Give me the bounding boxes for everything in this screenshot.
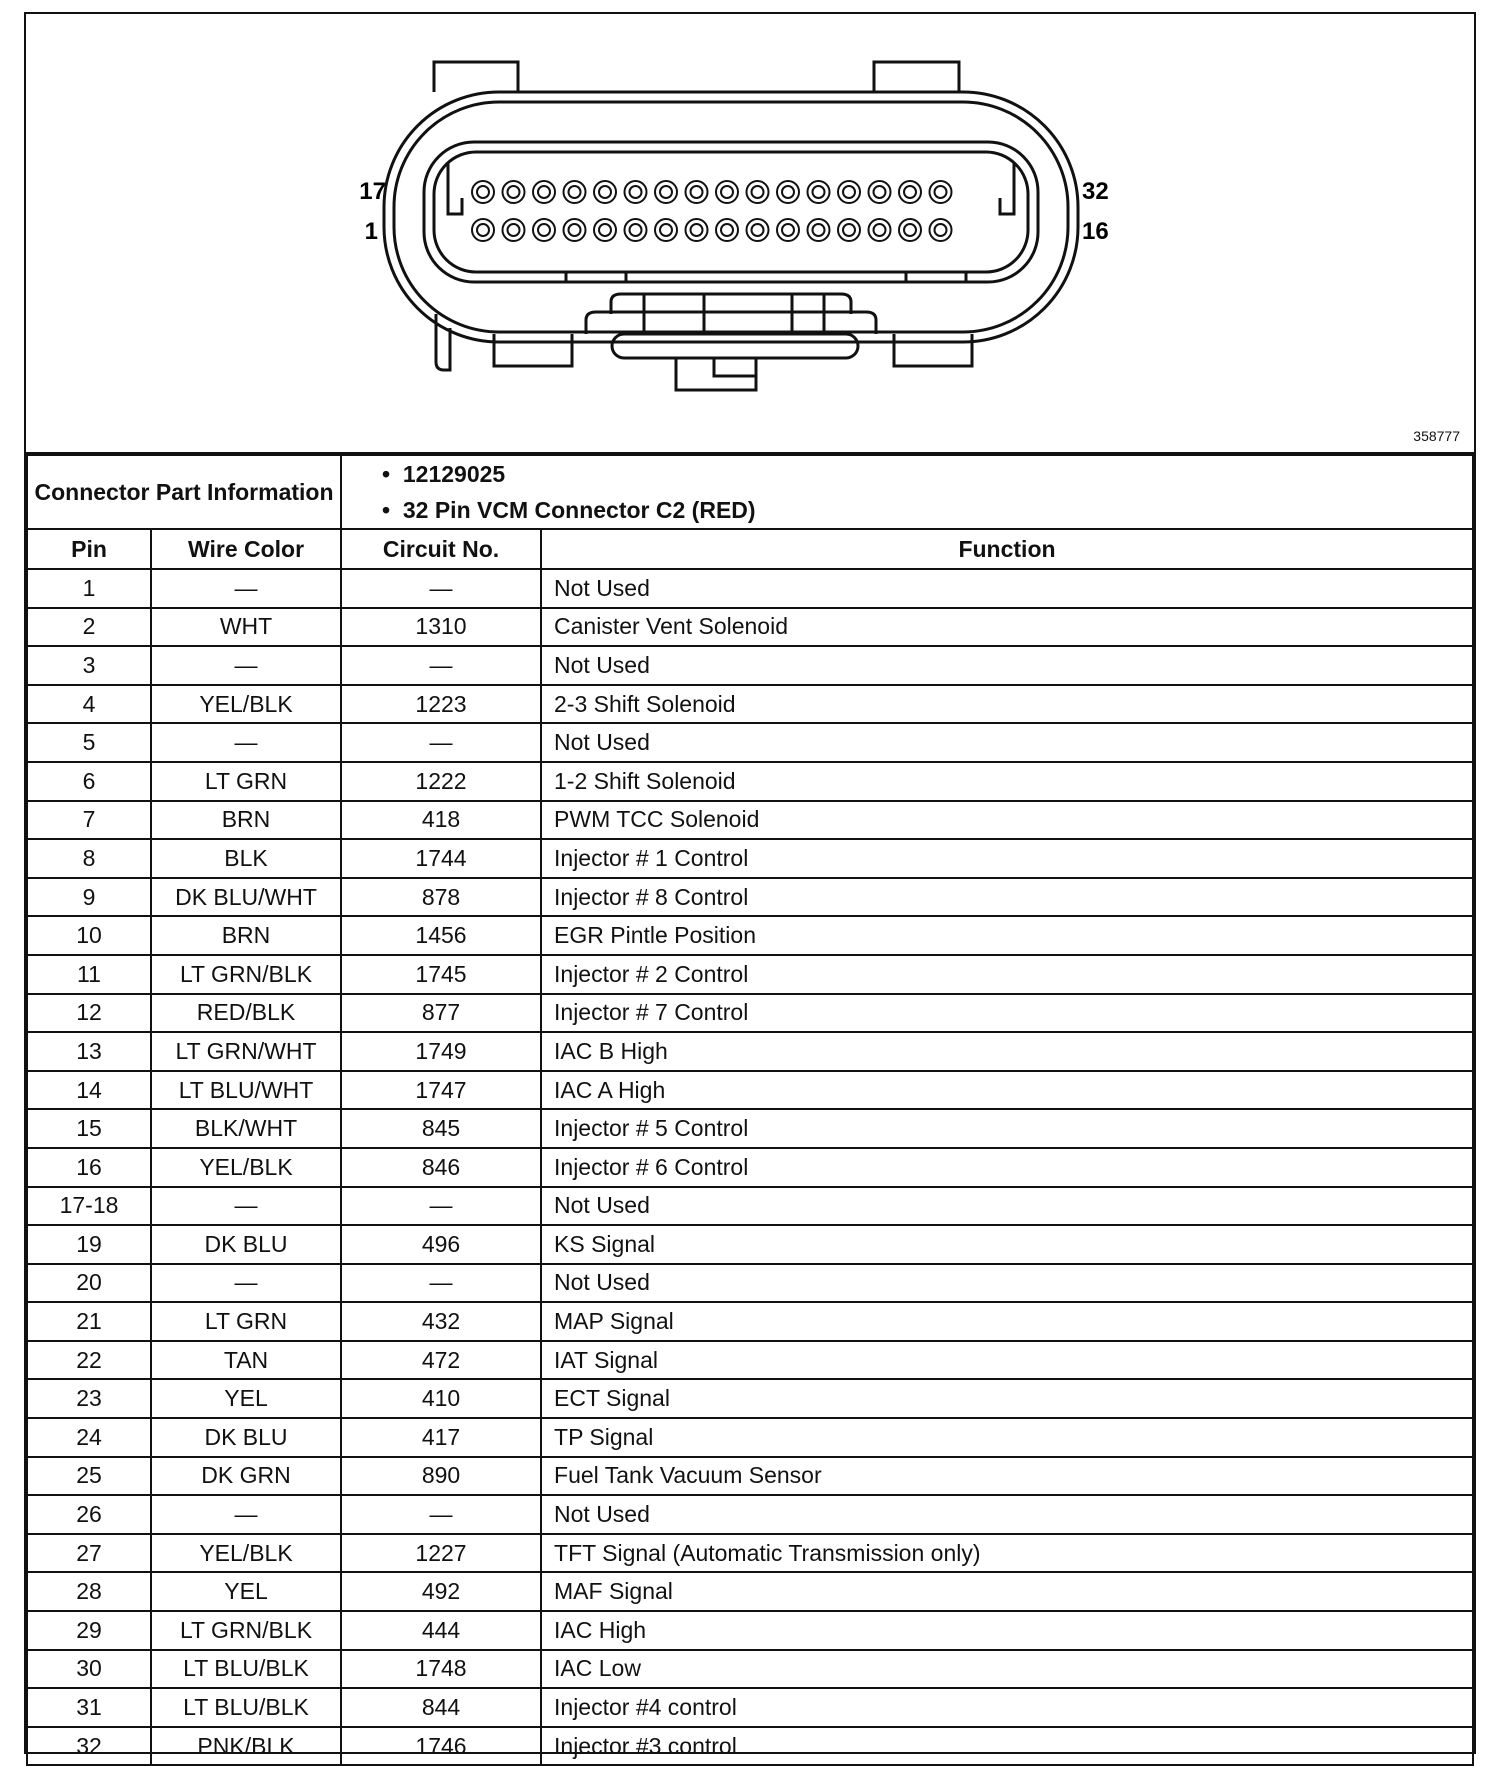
circuit-cell: 846 — [341, 1148, 541, 1187]
pin-cell: 21 — [27, 1302, 151, 1341]
pin-cell: 25 — [27, 1457, 151, 1496]
function-cell: KS Signal — [541, 1225, 1473, 1264]
pin-cavity — [472, 219, 494, 241]
pin-cell: 6 — [27, 762, 151, 801]
pin-cell: 29 — [27, 1611, 151, 1650]
pin-cavity — [655, 219, 677, 241]
pin-cavity-inner — [691, 224, 703, 236]
pin-cavity-inner — [660, 224, 672, 236]
wire-color-cell: — — [151, 646, 341, 685]
pin-cell: 31 — [27, 1688, 151, 1727]
pin-cavity — [716, 219, 738, 241]
wire-color-cell: DK GRN — [151, 1457, 341, 1496]
column-header-circuit: Circuit No. — [341, 529, 541, 569]
function-cell: Injector # 2 Control — [541, 955, 1473, 994]
pin-cavity — [838, 181, 860, 203]
pin-cell: 13 — [27, 1032, 151, 1071]
circuit-cell: 890 — [341, 1457, 541, 1496]
table-row — [27, 1302, 1473, 1341]
circuit-cell: 844 — [341, 1688, 541, 1727]
table-row — [27, 801, 1473, 840]
function-cell: Not Used — [541, 646, 1473, 685]
pin-cavity-inner — [874, 224, 886, 236]
pin-cavity-inner — [569, 224, 581, 236]
wire-color-cell: — — [151, 1187, 341, 1226]
pin-cell: 7 — [27, 801, 151, 840]
wire-color-cell: — — [151, 1495, 341, 1534]
function-cell: Canister Vent Solenoid — [541, 608, 1473, 647]
wire-color-cell: YEL — [151, 1572, 341, 1611]
wire-color-cell: LT GRN — [151, 1302, 341, 1341]
pin-cavity — [533, 219, 555, 241]
function-cell: Not Used — [541, 1187, 1473, 1226]
pin-cavity-inner — [477, 186, 489, 198]
table-row — [27, 839, 1473, 878]
pin-cell: 15 — [27, 1109, 151, 1148]
part-number: • 12129025 — [382, 461, 506, 487]
circuit-cell: 1456 — [341, 916, 541, 955]
wire-color-cell: — — [151, 569, 341, 608]
pin-cavity-inner — [630, 224, 642, 236]
circuit-cell: 492 — [341, 1572, 541, 1611]
wire-color-cell: DK BLU — [151, 1225, 341, 1264]
table-row — [27, 994, 1473, 1033]
pin-cavity — [533, 181, 555, 203]
circuit-cell: 496 — [341, 1225, 541, 1264]
pin-cavity-inner — [935, 224, 947, 236]
function-cell: Injector # 7 Control — [541, 994, 1473, 1033]
circuit-cell: 1747 — [341, 1071, 541, 1110]
pin-cavity-inner — [660, 186, 672, 198]
pin-cavity-inner — [752, 186, 764, 198]
pin-cavity — [808, 219, 830, 241]
wire-color-cell: WHT — [151, 608, 341, 647]
connector-info-values — [341, 455, 1473, 529]
function-cell: 2-3 Shift Solenoid — [541, 685, 1473, 724]
table-row — [27, 1379, 1473, 1418]
pin-cell: 11 — [27, 955, 151, 994]
circuit-cell: — — [341, 723, 541, 762]
table-row — [27, 916, 1473, 955]
wire-color-cell: PNK/BLK — [151, 1727, 341, 1766]
pin-cell: 8 — [27, 839, 151, 878]
wire-color-cell: DK BLU — [151, 1418, 341, 1457]
function-cell: PWM TCC Solenoid — [541, 801, 1473, 840]
pin-cavity-inner — [691, 186, 703, 198]
connector-drawing — [26, 14, 1474, 454]
table-row — [27, 1148, 1473, 1187]
table-row — [27, 1341, 1473, 1380]
pin-cavity-inner — [569, 186, 581, 198]
pin-cell: 23 — [27, 1379, 151, 1418]
column-header-row — [27, 529, 1473, 569]
pin-cell: 16 — [27, 1148, 151, 1187]
table-row — [27, 1495, 1473, 1534]
function-cell: MAF Signal — [541, 1572, 1473, 1611]
circuit-cell: — — [341, 1495, 541, 1534]
circuit-cell: 1745 — [341, 955, 541, 994]
function-cell: ECT Signal — [541, 1379, 1473, 1418]
table-row — [27, 878, 1473, 917]
pin-cavity — [655, 181, 677, 203]
circuit-cell: 1749 — [341, 1032, 541, 1071]
function-cell: IAC Low — [541, 1650, 1473, 1689]
table-row — [27, 1650, 1473, 1689]
pin-cavity-inner — [904, 224, 916, 236]
pin-cavity-inner — [874, 186, 886, 198]
wire-color-cell: LT GRN/BLK — [151, 955, 341, 994]
circuit-cell: 1746 — [341, 1727, 541, 1766]
connector-figure — [26, 14, 1474, 454]
pinout-table — [26, 454, 1474, 1766]
pin-cavity-inner — [935, 186, 947, 198]
wire-color-cell: YEL/BLK — [151, 685, 341, 724]
circuit-cell: 1222 — [341, 762, 541, 801]
pin-32-label: 32 — [1082, 178, 1109, 205]
pin-cell: 9 — [27, 878, 151, 917]
pin-cavity — [716, 181, 738, 203]
function-cell: IAC A High — [541, 1071, 1473, 1110]
table-row — [27, 1032, 1473, 1071]
pin-cell: 10 — [27, 916, 151, 955]
circuit-cell: 472 — [341, 1341, 541, 1380]
pin-cavity-inner — [508, 186, 520, 198]
column-header-wire-color: Wire Color — [151, 529, 341, 569]
pin-cavity-inner — [721, 224, 733, 236]
pin-cavity — [594, 219, 616, 241]
pin-cavity — [625, 181, 647, 203]
circuit-cell: 1223 — [341, 685, 541, 724]
pin-1-label: 1 — [364, 218, 378, 245]
table-row — [27, 1572, 1473, 1611]
circuit-cell: — — [341, 646, 541, 685]
pin-cell: 2 — [27, 608, 151, 647]
function-cell: 1-2 Shift Solenoid — [541, 762, 1473, 801]
function-cell: Injector #4 control — [541, 1688, 1473, 1727]
pin-cavity — [594, 181, 616, 203]
pinout-sheet — [24, 12, 1476, 1759]
pin-cavity — [869, 181, 891, 203]
function-cell: Injector # 8 Control — [541, 878, 1473, 917]
circuit-cell: 1744 — [341, 839, 541, 878]
table-row — [27, 1418, 1473, 1457]
table-row — [27, 955, 1473, 994]
pin-cavity — [472, 181, 494, 203]
wire-color-cell: YEL/BLK — [151, 1148, 341, 1187]
wire-color-cell: BLK/WHT — [151, 1109, 341, 1148]
table-row — [27, 1534, 1473, 1573]
pin-cavity — [899, 181, 921, 203]
wire-color-cell: LT GRN — [151, 762, 341, 801]
connector-info-label: Connector Part Information — [27, 455, 341, 529]
function-cell: Injector #3 control — [541, 1727, 1473, 1766]
function-cell: EGR Pintle Position — [541, 916, 1473, 955]
pin-cavity — [869, 219, 891, 241]
function-cell: IAC High — [541, 1611, 1473, 1650]
pin-cell: 27 — [27, 1534, 151, 1573]
pin-cavity — [747, 181, 769, 203]
wire-color-cell: BLK — [151, 839, 341, 878]
pin-cell: 28 — [27, 1572, 151, 1611]
pin-cavity-inner — [721, 186, 733, 198]
wire-color-cell: YEL — [151, 1379, 341, 1418]
wire-color-cell: BRN — [151, 916, 341, 955]
table-row — [27, 608, 1473, 647]
column-header-function: Function — [541, 529, 1473, 569]
pin-cavity — [777, 181, 799, 203]
pin-cavity-inner — [843, 224, 855, 236]
circuit-cell: — — [341, 569, 541, 608]
pin-cell: 32 — [27, 1727, 151, 1766]
pin-cavity — [930, 219, 952, 241]
pin-cell: 22 — [27, 1341, 151, 1380]
wire-color-cell: LT BLU/BLK — [151, 1688, 341, 1727]
wire-color-cell: LT BLU/WHT — [151, 1071, 341, 1110]
pin-cell: 4 — [27, 685, 151, 724]
pin-cavity — [930, 181, 952, 203]
table-row — [27, 762, 1473, 801]
pin-cavity-inner — [538, 186, 550, 198]
wire-color-cell: LT BLU/BLK — [151, 1650, 341, 1689]
table-row — [27, 1264, 1473, 1303]
pin-cavity — [899, 219, 921, 241]
wire-color-cell: YEL/BLK — [151, 1534, 341, 1573]
pin-cavity — [625, 219, 647, 241]
table-row — [27, 1688, 1473, 1727]
table-row — [27, 723, 1473, 762]
pin-cavity-inner — [904, 186, 916, 198]
table-row — [27, 1071, 1473, 1110]
wire-color-cell: RED/BLK — [151, 994, 341, 1033]
function-cell: Not Used — [541, 723, 1473, 762]
circuit-cell: 1227 — [341, 1534, 541, 1573]
pin-cavity-inner — [813, 186, 825, 198]
pin-cavity-inner — [599, 186, 611, 198]
circuit-cell: 432 — [341, 1302, 541, 1341]
pin-cavity — [777, 219, 799, 241]
table-row — [27, 1187, 1473, 1226]
wire-color-cell: LT GRN/WHT — [151, 1032, 341, 1071]
figure-id: 358777 — [1413, 428, 1460, 444]
function-cell: Not Used — [541, 1495, 1473, 1534]
pin-cell: 1 — [27, 569, 151, 608]
pin-cell: 24 — [27, 1418, 151, 1457]
pin-cavity — [564, 219, 586, 241]
pin-cell: 26 — [27, 1495, 151, 1534]
table-row — [27, 1109, 1473, 1148]
circuit-cell: 878 — [341, 878, 541, 917]
function-cell: Injector # 1 Control — [541, 839, 1473, 878]
column-header-pin: Pin — [27, 529, 151, 569]
table-row — [27, 646, 1473, 685]
circuit-cell: 417 — [341, 1418, 541, 1457]
function-cell: TP Signal — [541, 1418, 1473, 1457]
table-row — [27, 1611, 1473, 1650]
circuit-cell: 444 — [341, 1611, 541, 1650]
circuit-cell: 845 — [341, 1109, 541, 1148]
pin-cavity — [686, 219, 708, 241]
pin-cavity-inner — [782, 224, 794, 236]
pin-cavity-inner — [752, 224, 764, 236]
circuit-cell: 877 — [341, 994, 541, 1033]
pin-cell: 19 — [27, 1225, 151, 1264]
pin-cavity-inner — [813, 224, 825, 236]
pin-cavity-inner — [782, 186, 794, 198]
function-cell: IAT Signal — [541, 1341, 1473, 1380]
pin-cell: 17-18 — [27, 1187, 151, 1226]
pin-cavity — [686, 181, 708, 203]
pin-cavity-inner — [599, 224, 611, 236]
circuit-cell: — — [341, 1264, 541, 1303]
table-row — [27, 1457, 1473, 1496]
pin-cell: 20 — [27, 1264, 151, 1303]
pin-cell: 14 — [27, 1071, 151, 1110]
connector-info-row — [27, 455, 1473, 529]
table-row — [27, 1225, 1473, 1264]
table-row — [27, 1727, 1473, 1766]
circuit-cell: 1748 — [341, 1650, 541, 1689]
connector-description: • 32 Pin VCM Connector C2 (RED) — [382, 497, 756, 523]
wire-color-cell: DK BLU/WHT — [151, 878, 341, 917]
pin-cell: 12 — [27, 994, 151, 1033]
wire-color-cell: — — [151, 1264, 341, 1303]
table-row — [27, 685, 1473, 724]
function-cell: Not Used — [541, 1264, 1473, 1303]
function-cell: IAC B High — [541, 1032, 1473, 1071]
pin-cavity-inner — [477, 224, 489, 236]
pin-16-label: 16 — [1082, 218, 1109, 245]
pin-cavity-inner — [843, 186, 855, 198]
pin-cavity-inner — [508, 224, 520, 236]
pin-cavity — [503, 219, 525, 241]
function-cell: MAP Signal — [541, 1302, 1473, 1341]
circuit-cell: — — [341, 1187, 541, 1226]
circuit-cell: 418 — [341, 801, 541, 840]
function-cell: Fuel Tank Vacuum Sensor — [541, 1457, 1473, 1496]
pin-cavity — [747, 219, 769, 241]
function-cell: Not Used — [541, 569, 1473, 608]
pin-cavity-inner — [538, 224, 550, 236]
wire-color-cell: BRN — [151, 801, 341, 840]
pin-cell: 5 — [27, 723, 151, 762]
pin-cavity — [808, 181, 830, 203]
pin-17-label: 17 — [359, 178, 386, 205]
table-row — [27, 569, 1473, 608]
function-cell: Injector # 6 Control — [541, 1148, 1473, 1187]
pin-cell: 3 — [27, 646, 151, 685]
pin-cavity — [564, 181, 586, 203]
function-cell: Injector # 5 Control — [541, 1109, 1473, 1148]
wire-color-cell: LT GRN/BLK — [151, 1611, 341, 1650]
pin-cavity — [838, 219, 860, 241]
circuit-cell: 410 — [341, 1379, 541, 1418]
function-cell: TFT Signal (Automatic Transmission only) — [541, 1534, 1473, 1573]
pin-cavity-inner — [630, 186, 642, 198]
pin-cavity — [503, 181, 525, 203]
wire-color-cell: — — [151, 723, 341, 762]
circuit-cell: 1310 — [341, 608, 541, 647]
wire-color-cell: TAN — [151, 1341, 341, 1380]
pin-cell: 30 — [27, 1650, 151, 1689]
